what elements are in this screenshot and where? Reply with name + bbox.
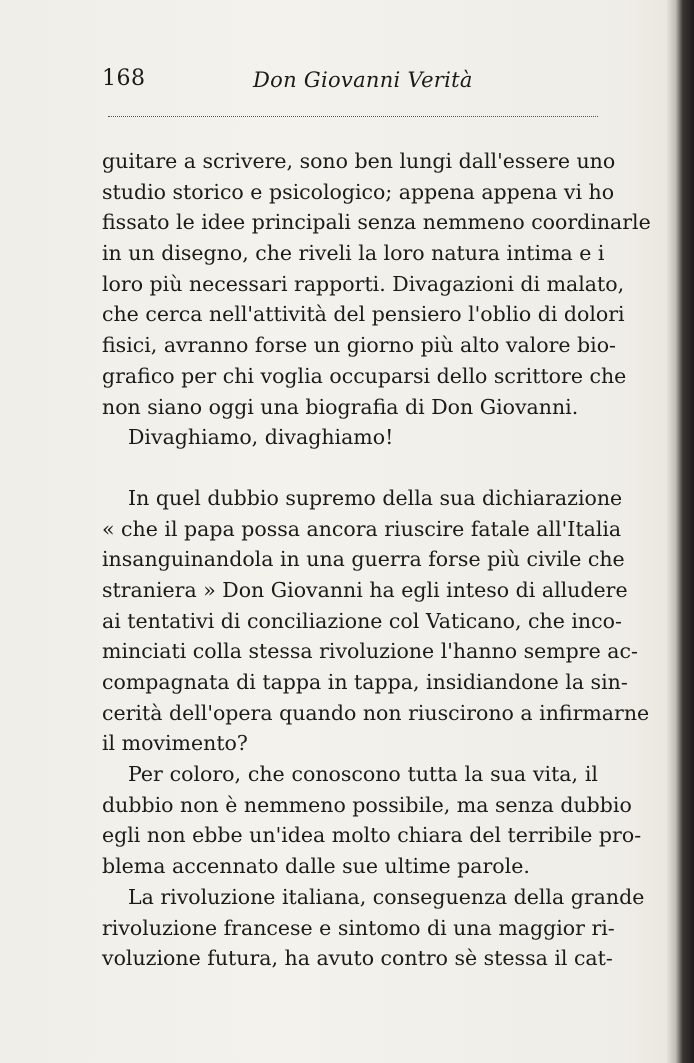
text-line: fisici, avranno forse un giorno più alto valore bio- xyxy=(102,333,616,358)
text-line: « che il papa possa ancora riuscire fatale all'Italia xyxy=(102,516,622,541)
text-line: straniera » Don Giovanni ha egli inteso di alludere xyxy=(102,577,628,602)
text-line: cerità dell'opera quando non riuscirono a infirmarne xyxy=(102,700,650,725)
book-spine-shadow xyxy=(666,0,694,1063)
text-line: La rivoluzione italiana, conseguenza della grande xyxy=(128,884,645,909)
text-line: Divaghiamo, divaghiamo! xyxy=(128,425,394,450)
text-line: loro più necessari rapporti. Divagazioni di malato, xyxy=(102,271,625,296)
text-line: il movimento? xyxy=(102,731,248,756)
text-line: guitare a scrivere, sono ben lungi dall'essere uno xyxy=(102,149,616,173)
text-line: in un disegno, che riveli la loro natura intima e i xyxy=(102,241,605,266)
paragraph xyxy=(102,146,651,422)
text-line: Per coloro, che conoscono tutta la sua vita, il xyxy=(128,762,598,787)
text-line: compagnata di tappa in tappa, insidiandone la sin- xyxy=(102,670,628,694)
text-line: minciati colla stessa rivoluzione l'hanno sempre ac- xyxy=(102,639,638,664)
page-number: 168 xyxy=(102,66,146,91)
body-text xyxy=(102,146,651,974)
text-line: blema accennato dalle sue ultime parole. xyxy=(102,854,530,879)
text-line: voluzione futura, ha avuto contro sè stessa il cat- xyxy=(102,946,613,971)
text-line: ai tentativi di conciliazione col Vaticano, che inco- xyxy=(102,608,622,633)
section-gap xyxy=(102,453,598,483)
text-line: In quel dubbio supremo della sua dichiarazione xyxy=(128,485,623,510)
page-header xyxy=(102,66,602,100)
paragraph xyxy=(102,882,645,974)
text-line: egli non ebbe un'idea molto chiara del terribile pro- xyxy=(102,823,642,848)
text-line: fissato le idee principali senza nemmeno coordinarle xyxy=(102,210,651,235)
text-line: insanguinandola in una guerra forse più civile che xyxy=(102,547,625,572)
running-title: Don Giovanni Verità xyxy=(253,68,473,92)
header-divider xyxy=(108,116,598,117)
text-line: non siano oggi una biografia di Don Giovanni. xyxy=(102,394,579,419)
text-line: rivoluzione francese e sintomo di una maggior ri- xyxy=(102,915,615,940)
paragraph xyxy=(102,422,598,453)
text-line: studio storico e psicologico; appena appena vi ho xyxy=(102,179,615,204)
text-line: che cerca nell'attività del pensiero l'oblio di dolori xyxy=(102,302,625,327)
text-line: grafico per chi voglia occuparsi dello scrittore che xyxy=(102,363,627,388)
text-line: dubbio non è nemmeno possibile, ma senza dubbio xyxy=(102,792,632,817)
paragraph xyxy=(102,759,642,882)
paragraph xyxy=(102,483,650,759)
